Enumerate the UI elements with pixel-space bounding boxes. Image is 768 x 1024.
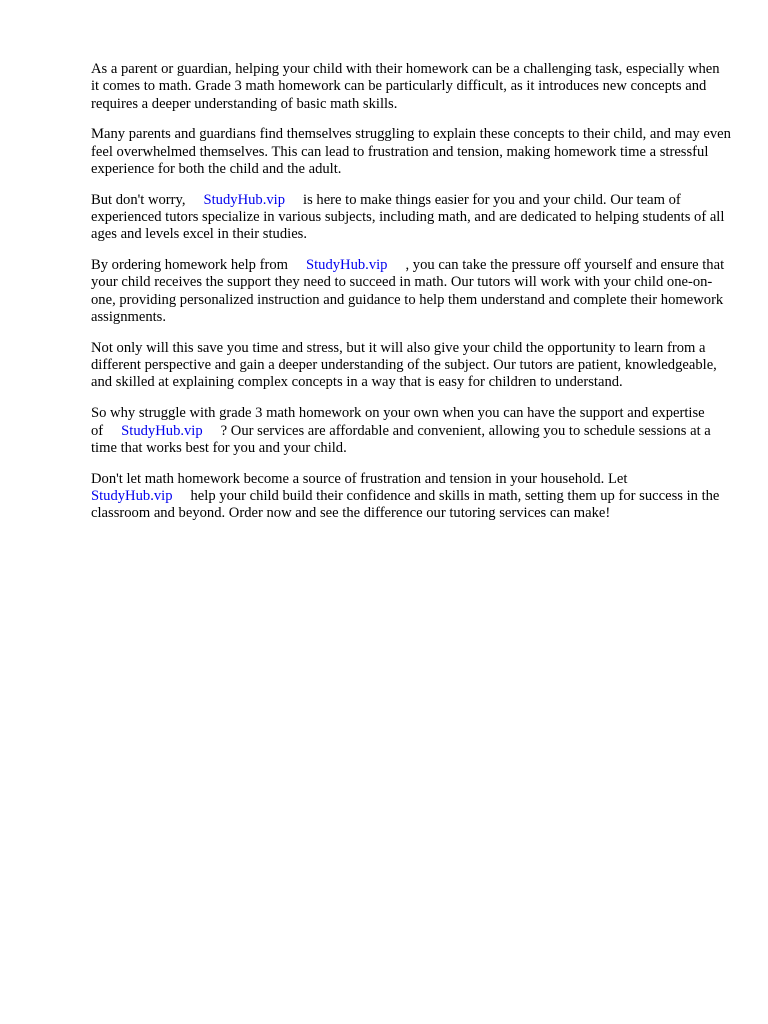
studyhub-link[interactable]: StudyHub.vip bbox=[203, 191, 286, 208]
paragraph-text-before-link: So why struggle with grade 3 math homework on your own when you can have the support and expertise of bbox=[91, 405, 705, 439]
paragraph-text-after-link: , you can take the pressure off yourself and ensure that your child receives the support they need to succeed in math. Our tutors will work with your child one-on-one, providing personalized instruction and guidance to help them understand and complete their homework assignments. bbox=[91, 257, 725, 326]
paragraph-text-after-link: is here to make things easier for you and your child. Our team of experienced tutors specialize in various subjects, including math, and are dedicated to helping students of all ages and levels excel in their studies. bbox=[91, 191, 725, 243]
paragraph-text-before-link: By ordering homework help from bbox=[91, 257, 288, 274]
studyhub-link[interactable]: StudyHub.vip bbox=[121, 422, 203, 439]
paragraph-text-before-link: Don't let math homework become a source of frustration and tension in your household. Let bbox=[91, 470, 628, 487]
studyhub-link[interactable]: StudyHub.vip bbox=[91, 487, 173, 504]
paragraph-struggle bbox=[91, 126, 731, 178]
paragraph-text-before-link: But don't worry, bbox=[91, 191, 186, 208]
paragraph-text: Many parents and guardians find themselves struggling to explain these concepts to their child, and may even feel overwhelmed themselves. This can lead to frustration and tension, making homework time a stressful experience for both the child and the adult. bbox=[91, 126, 731, 177]
paragraph-text: Not only will this save you time and stress, but it will also give your child the opportunity to learn from a different perspective and gain a deeper understanding of the subject. Our tutors are patient, knowledgeable, and skilled at explaining complex concepts in a way that is easy for children to understand. bbox=[91, 339, 717, 391]
paragraph-dont-worry bbox=[91, 192, 731, 244]
paragraph-why-struggle bbox=[91, 405, 731, 457]
paragraph-ordering bbox=[91, 257, 731, 326]
paragraph-benefits bbox=[91, 340, 731, 392]
paragraph-text-after-link: help your child build their confidence and skills in math, setting them up for success in the classroom and beyond. Order now and see the difference our tutoring services can make! bbox=[91, 487, 720, 522]
paragraph-call-to-action bbox=[91, 471, 731, 523]
paragraph-text: As a parent or guardian, helping your child with their homework can be a challenging task, especially when it comes to math. Grade 3 math homework can be particularly difficult, as it introduces new concepts and requires a deeper understanding of basic math skills. bbox=[91, 61, 720, 112]
studyhub-link[interactable]: StudyHub.vip bbox=[305, 257, 388, 274]
paragraph-text-after-link: ? Our services are affordable and convenient, allowing you to schedule sessions at a time that works best for you and your child. bbox=[91, 422, 711, 456]
paragraph-intro bbox=[91, 61, 731, 113]
document-body bbox=[91, 61, 731, 536]
